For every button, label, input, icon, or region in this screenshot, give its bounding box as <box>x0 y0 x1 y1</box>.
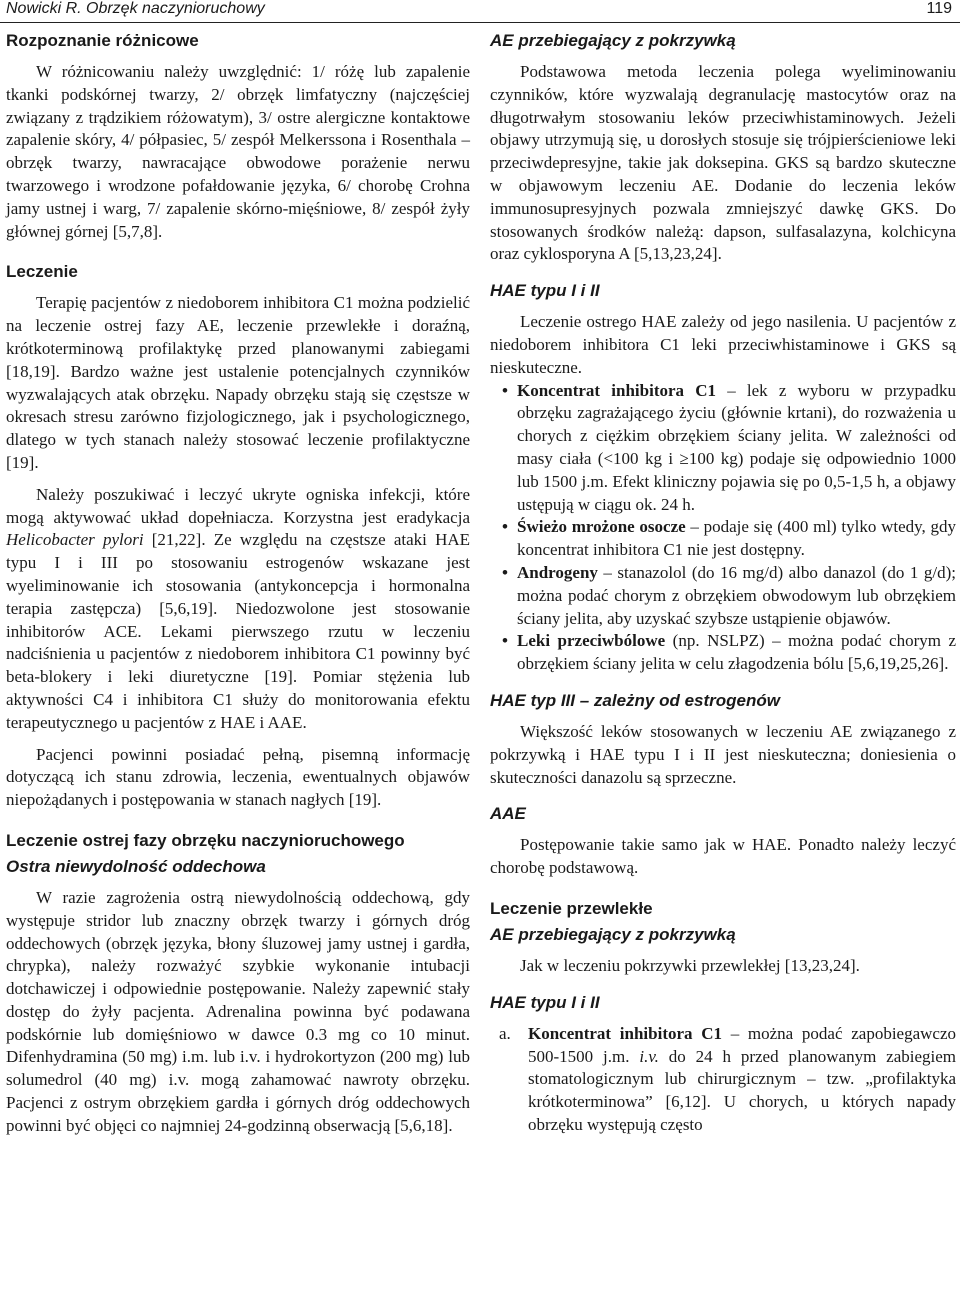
chronic-list <box>490 1023 956 1137</box>
subheading-aae: AAE <box>490 804 526 824</box>
paragraph-respiratory: W razie zagrożenia ostrą niewydolnością oddechową, gdy występuje stridor lub znaczny obrzęk twarzy i górnych dróg oddechowych (obrzęk języka, błony śluzowej jamy ustnej i gardła, chrypka), należy rozważyć szybkie wykonanie intubacji dotchawiczej i odpowiednie postępowanie. Należy zapewnić stały dostęp do żyły pacjenta. Adrenalina powinna być podawana podskórnie lub domięśniowo w dawce 0.3 mg co 10 minut. Difenhydramina (50 mg) i.m. lub i.v. i hydrokortyzon (200 mg) lub solumedrol (40 mg) i.v. mogą zahamować nawroty obrzęku. Pacjenci z ostrym obrzękiem gardła i górnych dróg oddechowych powinni być objęci co najmniej 24-godzinną obserwacją [5,6,18]. <box>6 887 470 1135</box>
list-item: • Leki przeciwbólowe (np. NSLPZ) – można podać chorym z obrzękiem ściany jelita w celu złagodzenia bólu [5,6,19,25,26]. <box>502 631 956 674</box>
paragraph-treatment-3: Pacjenci powinni posiadać pełną, pisemną informację dotyczącą ich stanu zdrowia, leczenia, ewentualnych objawów niepożądanych i postępowania w stanach nagłych [19]. <box>6 744 470 810</box>
paragraph-treatment-2: Należy poszukiwać i leczyć ukryte ogniska infekcji, które mogą aktywować układ dopełniacza. Korzystna jest eradykacja Helicobacter pylori [21,22]. Ze względu na częstsze ataki HAE typu I i III po stosowaniu estrogenów wskazane jest wyeliminowanie ich stosowania (antykoncepcja i hormonalna terapia zastępcza) [5,6,19]. Niedozwolone jest stosowanie inhibitorów ACE. Lekami pierwszego rzutu w leczeniu nadciśnienia u pacjentów z niedoborem inhibitora C1 powinny być beta-blokery i leki diuretyczne [19]. Pomiar stężenia lub aktywności C4 i inhibitora C1 służy do monitorowania efektu terapeutycznego u pacjentów z HAE i AAE. <box>6 484 471 732</box>
heading-acute-phase: Leczenie ostrej fazy obrzęku naczynioruchowego <box>6 830 405 850</box>
paragraph-ae-urticaria: Podstawowa metoda leczenia polega wyeliminowaniu czynników, które wyzwalają degranulację mastocytów oraz na długotrwałym stosowaniu leków przeciwhistaminowych. Jeżeli objawy utrzymują się, u dorosłych stosuje się trójpierścieniowe leki przeciwdepresyjne, takie jak doksepina. GKS są bardzo skuteczne w objawowym leczeniu AE. Dodanie do leczenia leków immunosupresyjnych pozwala zmniejszyć dawkę GKS. Do stosowanych środków należą: dapson, sulfasalazyna, kolchicyna oraz cyklosporyna A [5,13,23,24]. <box>490 62 956 264</box>
subheading-hae-1-2: HAE typu I i II <box>490 281 600 301</box>
page-number: 119 <box>926 0 952 17</box>
subheading-chronic-ae-urticaria: AE przebiegający z pokrzywką <box>490 924 736 944</box>
paragraph-hae-3: Większość leków stosowanych w leczeniu AE związanego z pokrzywką i HAE typu I i II jest nieskuteczna; doniesienia o skuteczności danazolu są sprzeczne. <box>490 721 956 787</box>
list-item: • Koncentrat inhibitora C1 – lek z wyboru w przypadku obrzęku zagrażającego życiu (głównie krtani), do rozważenia u chorych z ciężkim obrzękiem ściany jelita. W zależności od masy ciała (<100 kg i ≥100 kg) podaje się odpowiednio 1000 lub 1500 j.m. Efekt kliniczny pojawia się po 0,5-1,5 h, a objawy ustępują w ciągu ok. 24 h. <box>502 380 957 514</box>
heading-differential-diagnosis: Rozpoznanie różnicowe <box>6 31 199 50</box>
paragraph-differential: W różnicowaniu należy uwzględnić: 1/ różę lub zapalenie tkanki podskórnej twarzy, 2/ obrzęk limfatyczny (najczęściej związany z trądzikiem różowatym), 3/ ostre alergiczne kontaktowe zapalenie skóry, 4/ półpasiec, 5/ zespół Melkerssona i Rosenthala – obrzęk twarzy, nawracające obwodowe porażenie nerwu twarzowego i wrodzone pofałdowanie języka, 6/ chorobę Crohna jamy ustnej i warg, 7/ zapalenie skórno-mięśniowe, 8/ zespół żyły głównej górnej [5,7,8]. <box>6 62 470 241</box>
subheading-ae-urticaria: AE przebiegający z pokrzywką <box>490 31 736 50</box>
paragraph-aae: Postępowanie takie samo jak w HAE. Ponadto należy leczyć chorobę podstawową. <box>490 835 956 878</box>
list-item: • Androgeny – stanazolol (do 16 mg/d) albo danazol (do 1 g/d); można podać chorym z obrzękiem obwodowym lub obrzękiem ściany jelita, aby uzyskać szybsze ustąpienie objawów. <box>502 562 956 628</box>
subheading-hae-3: HAE typ III – zależny od estrogenów <box>490 690 780 710</box>
paragraph-hae-1-2: Leczenie ostrego HAE zależy od jego nasilenia. U pacjentów z niedoborem inhibitora C1 leki przeciwhistaminowe i GKS są nieskuteczne. <box>490 312 956 377</box>
list-item: • Świeżo mrożone osocze – podaje się (400 ml) tylko wtedy, gdy koncentrat inhibitora C1 nie jest dostępny. <box>502 517 956 560</box>
species-name: Helicobacter pylori <box>6 530 144 550</box>
heading-treatment: Leczenie <box>6 262 78 282</box>
right-column <box>490 30 956 1137</box>
paragraph-chronic-ae: Jak w leczeniu pokrzywki przewlekłej [13,23,24]. <box>520 955 860 975</box>
list-item: a. Koncentrat inhibitora C1 – można podać zapobiegawczo 500-1500 j.m. i.v. do 24 h przed planowanym zabiegiem stomatologicznym lub chirurgicznym – tzw. „profilaktyka krótkoterminowa” [6,12]. U chorych, u których napady obrzęku występują często <box>499 1023 957 1134</box>
left-column <box>6 30 470 1138</box>
subheading-respiratory-failure: Ostra niewydolność oddechowa <box>6 856 266 876</box>
paragraph-treatment-1: Terapię pacjentów z niedoborem inhibitora C1 można podzielić na leczenie ostrej fazy AE, leczenie przewlekłe i doraźną, krótkoterminową profilaktykę przed planowanymi zabiegami [18,19]. Bardzo ważne jest ustalenie potencjalnych czynników wyzwalających atak obrzęku. Napady obrzęku stają się częstsze w okresach stresu zarówno fizjologicznego, jak i psychologicznego, dlatego w tych stanach należy stosować leczenie profilaktyczne [19]. <box>6 293 470 472</box>
subheading-chronic-hae-1-2: HAE typu I i II <box>490 992 600 1012</box>
page-header <box>0 0 960 23</box>
heading-chronic-treatment: Leczenie przewlekłe <box>490 898 653 918</box>
treatment-bullet-list <box>490 380 956 676</box>
running-title: Nowicki R. Obrzęk naczynioruchowy <box>6 0 265 17</box>
